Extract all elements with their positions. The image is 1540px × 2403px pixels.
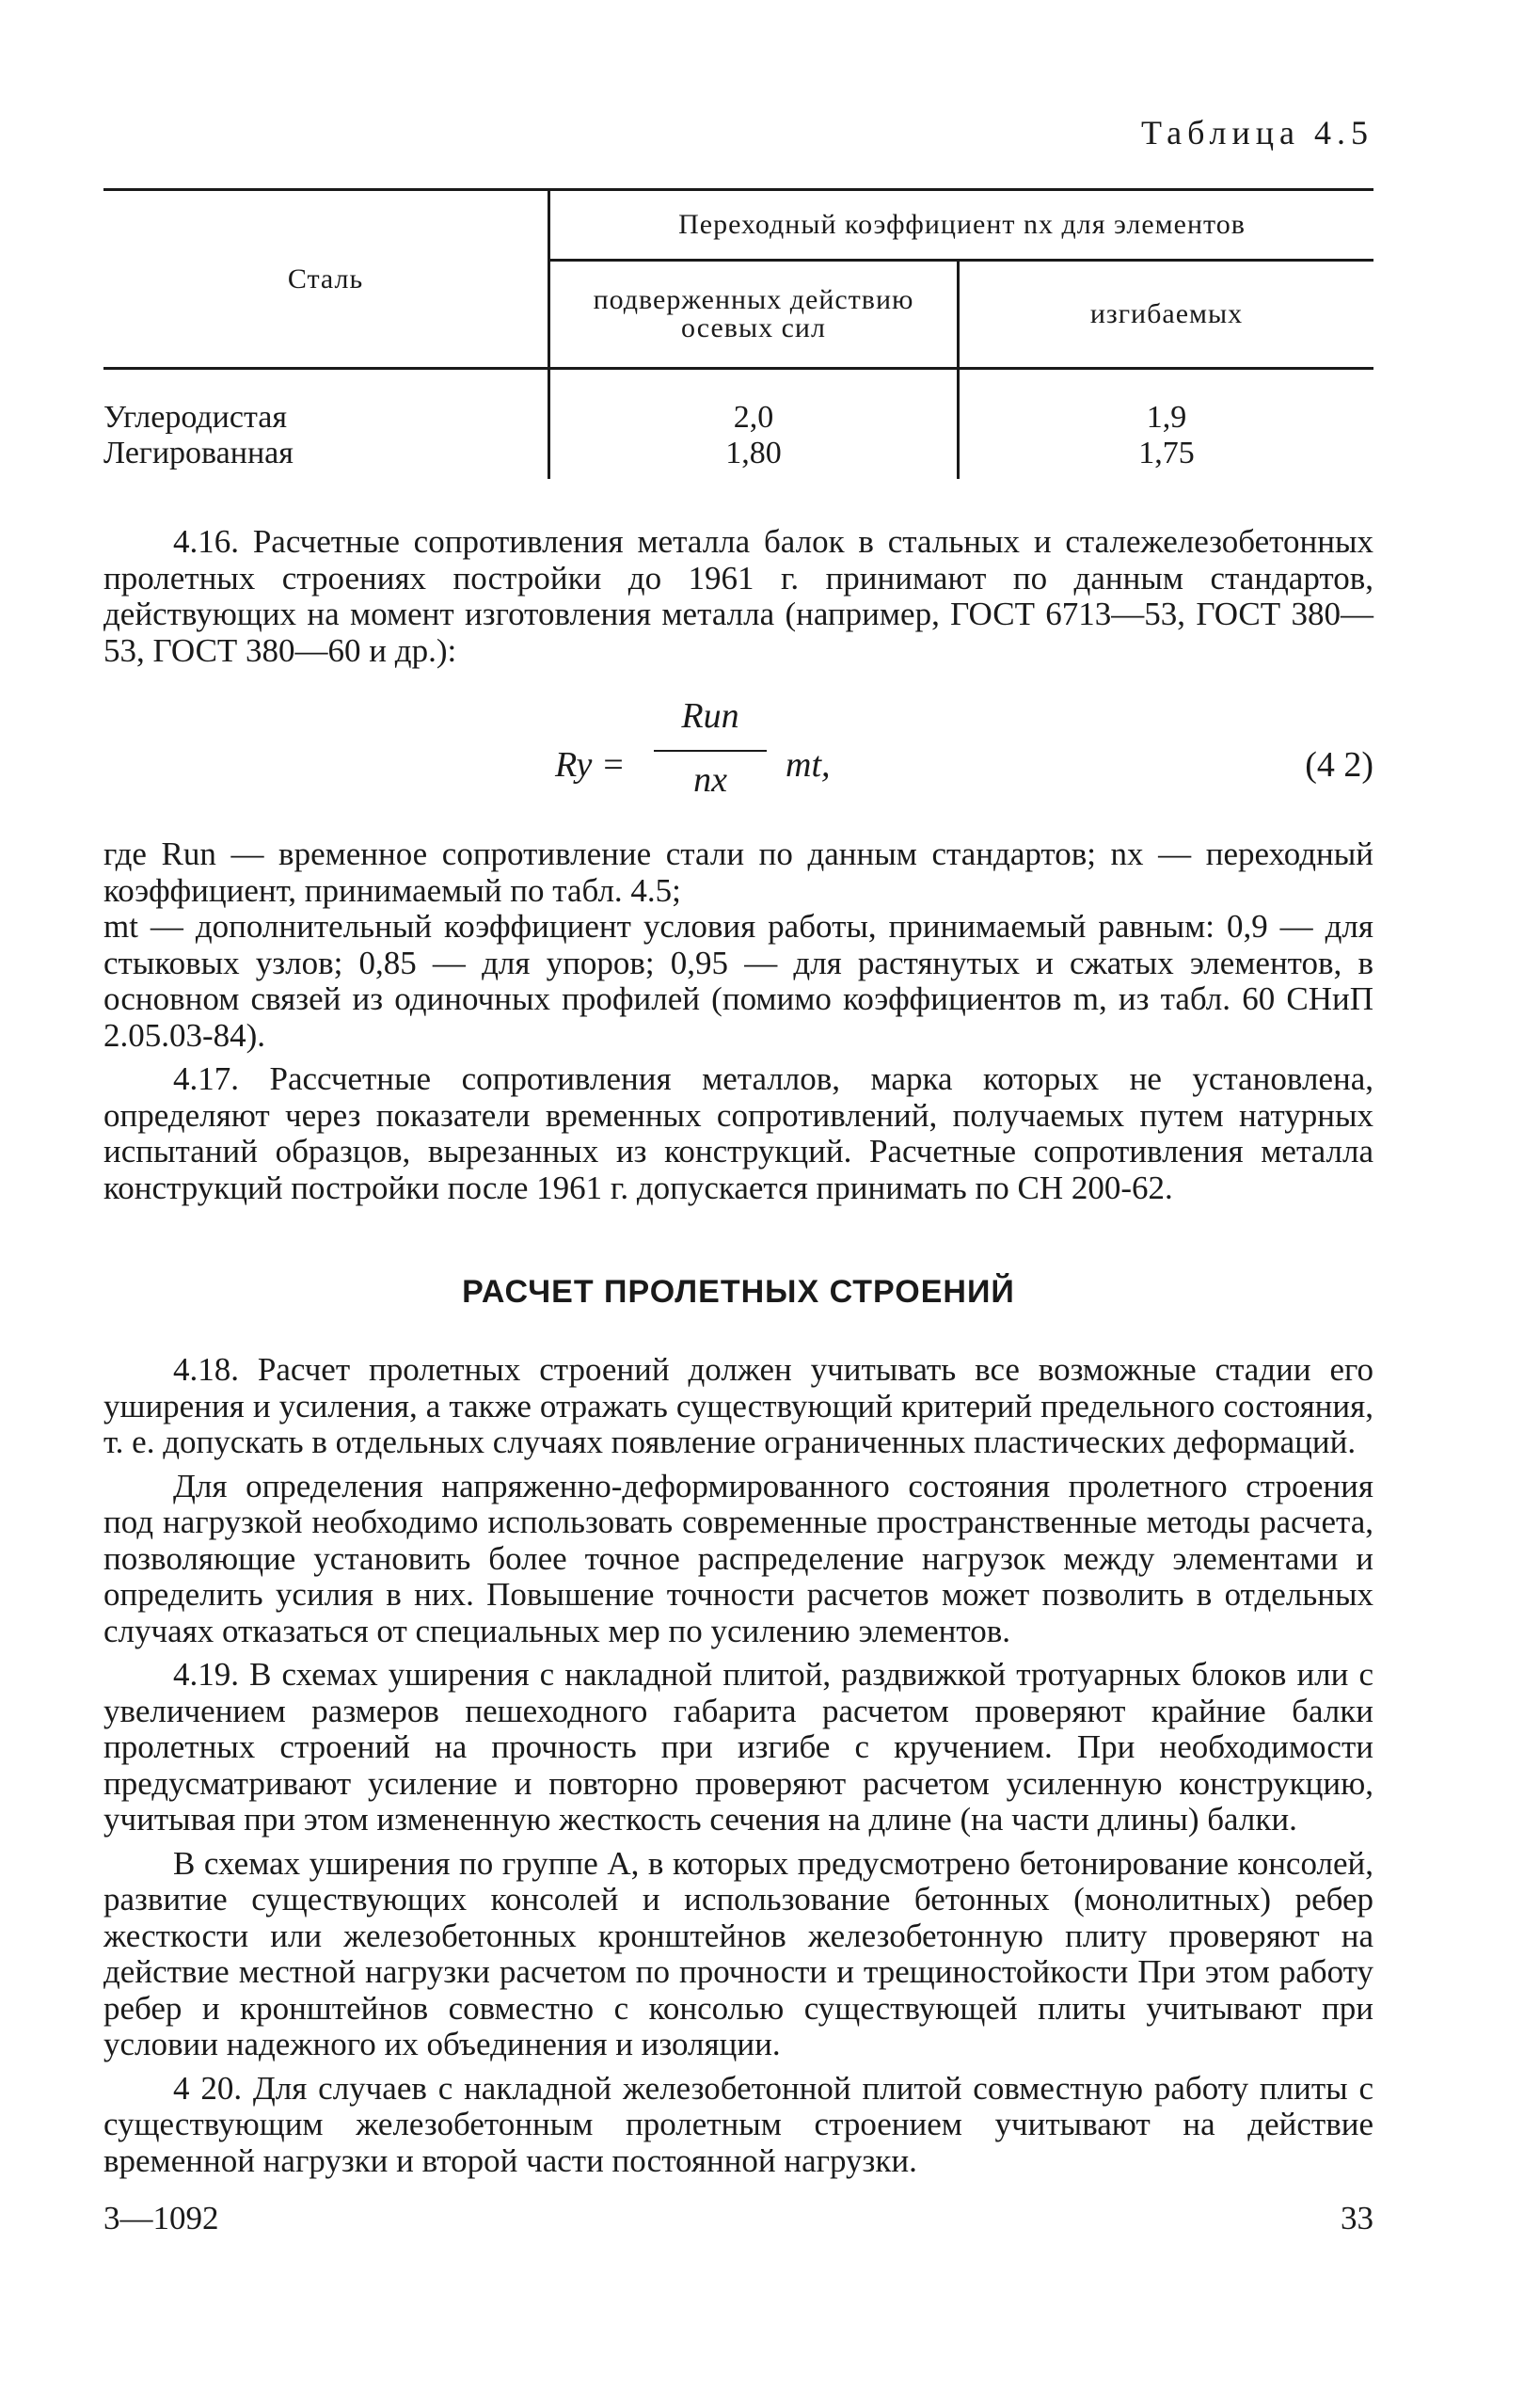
col-header-coefficient: Переходный коэффициент nx для элементов: [549, 190, 1374, 261]
paragraph-4-19-b: В схемах уширения по группе А, в которых предусмотрено бетонирование консолей, развитие существующих консолей и использование бетонных (монолитных) ребер жесткости или железобетонных кронштейнов железобетонную плиту проверяют на действие местной нагрузки расчетом по прочности и трещиностойкости При этом работу ребер и кронштейнов совместно с консолью существующей плиты учитывают при условии надежного их объединения и изоляции.: [103, 1844, 1373, 2062]
paragraph-4-17: 4.17. Рассчетные сопротивления металлов, марка которых не установлена, определяют через показатели временных сопротивлений, получаемых путем натурных испытаний образцов, вырезанных из конструкций. Расчетные сопротивления металла конструкций постройки после 1961 г. допускается принимать по СН 200-62.: [103, 1060, 1373, 1206]
table-row: [103, 369, 1373, 437]
formula-4-2: [103, 695, 1373, 836]
col-header-steel: Сталь: [103, 190, 549, 369]
cell-steel-name: Углеродистая: [103, 369, 549, 437]
formula-fraction: [654, 695, 767, 801]
cell-steel-name: Легированная: [103, 436, 549, 479]
section-title: РАСЧЕТ ПРОЛЕТНЫХ СТРОЕНИЙ: [462, 1274, 1015, 1310]
formula-lhs: Ry =: [555, 745, 626, 785]
cell-axial: 2,0: [549, 369, 959, 437]
formula-denominator: nx: [693, 760, 727, 800]
cell-bent: 1,75: [1138, 436, 1195, 470]
col-header-bent: изгибаемых: [1089, 298, 1244, 329]
paragraph-4-19: 4.19. В схемах уширения с накладной плитой, раздвижкой тротуарных блоков или с увеличением размеров пешеходного габарита расчетом проверяют крайние балки пролетных строений на прочность при изгибе с кручением. При необходимости предусматривают усиление и повторно проверяют расчетом усиленную конструкцию, учитывая при этом измененную жесткость сечения на длине (на части длины) балки.: [103, 1656, 1373, 1838]
page-number: 33: [1341, 2200, 1373, 2236]
paragraph-where-1: где Run — временное сопротивление стали по данным стандартов; nx — переходный коэффициент, принимаемый по табл. 4.5;: [103, 835, 1373, 909]
footer-sheet-code: 3—1092: [103, 2200, 219, 2236]
cell-bent: 1,9: [1146, 400, 1187, 435]
formula-numerator: Run: [681, 696, 739, 736]
cell-axial: 1,80: [549, 436, 959, 479]
formula-number: (4 2): [1305, 745, 1373, 785]
paragraph-4-20: 4 20. Для случаев с накладной железобетонной плитой совместную работу плиты с существующим железобетонным пролетным строением учитывают на действие временной нагрузки и второй части постоянной нагрузки.: [103, 2069, 1373, 2179]
paragraph-4-18: 4.18. Расчет пролетных строений должен учитывать все возможные стадии его уширения и усиления, а также отражать существующий критерий предельного состояния, т. е. допускать в отдельных случаях появление ограниченных пластических деформаций.: [103, 1351, 1373, 1460]
paragraph-4-16: 4.16. Расчетные сопротивления металла балок в стальных и сталежелезобетонных пролетных строениях постройки до 1961 г. принимают по данным стандартов, действующих на момент изготовления металла (например, ГОСТ 6713—53, ГОСТ 380—53, ГОСТ 380—60 и др.):: [103, 523, 1373, 669]
paragraph-where-2: mt — дополнительный коэффициент условия работы, принимаемый равным: 0,9 — для стыковых узлов; 0,85 — для упоров; 0,95 — для растянутых и сжатых элементов, в основном связей из одиночных профилей (помимо коэффициентов m, из табл. 60 СНиП 2.05.03-84).: [103, 908, 1373, 1054]
formula-tail: mt,: [786, 745, 831, 785]
col-header-axial: подверженных действию осевых сил: [549, 261, 959, 369]
fraction-bar: [654, 750, 767, 752]
paragraph-4-18-b: Для определения напряженно-деформированного состояния пролетного строения под нагрузкой необходимо использовать современные пространственные методы расчета, позволяющие установить более точное распределение нагрузок между элементами и определить усилия в них. Повышение точности расчетов может позволить в отдельных случаях отказаться от специальных мер по усилению элементов.: [103, 1467, 1373, 1649]
table-caption: Таблица 4.5: [1141, 114, 1373, 151]
page: [103, 113, 1373, 2179]
table-row: [103, 436, 1373, 479]
steel-coefficient-table: [103, 188, 1373, 479]
